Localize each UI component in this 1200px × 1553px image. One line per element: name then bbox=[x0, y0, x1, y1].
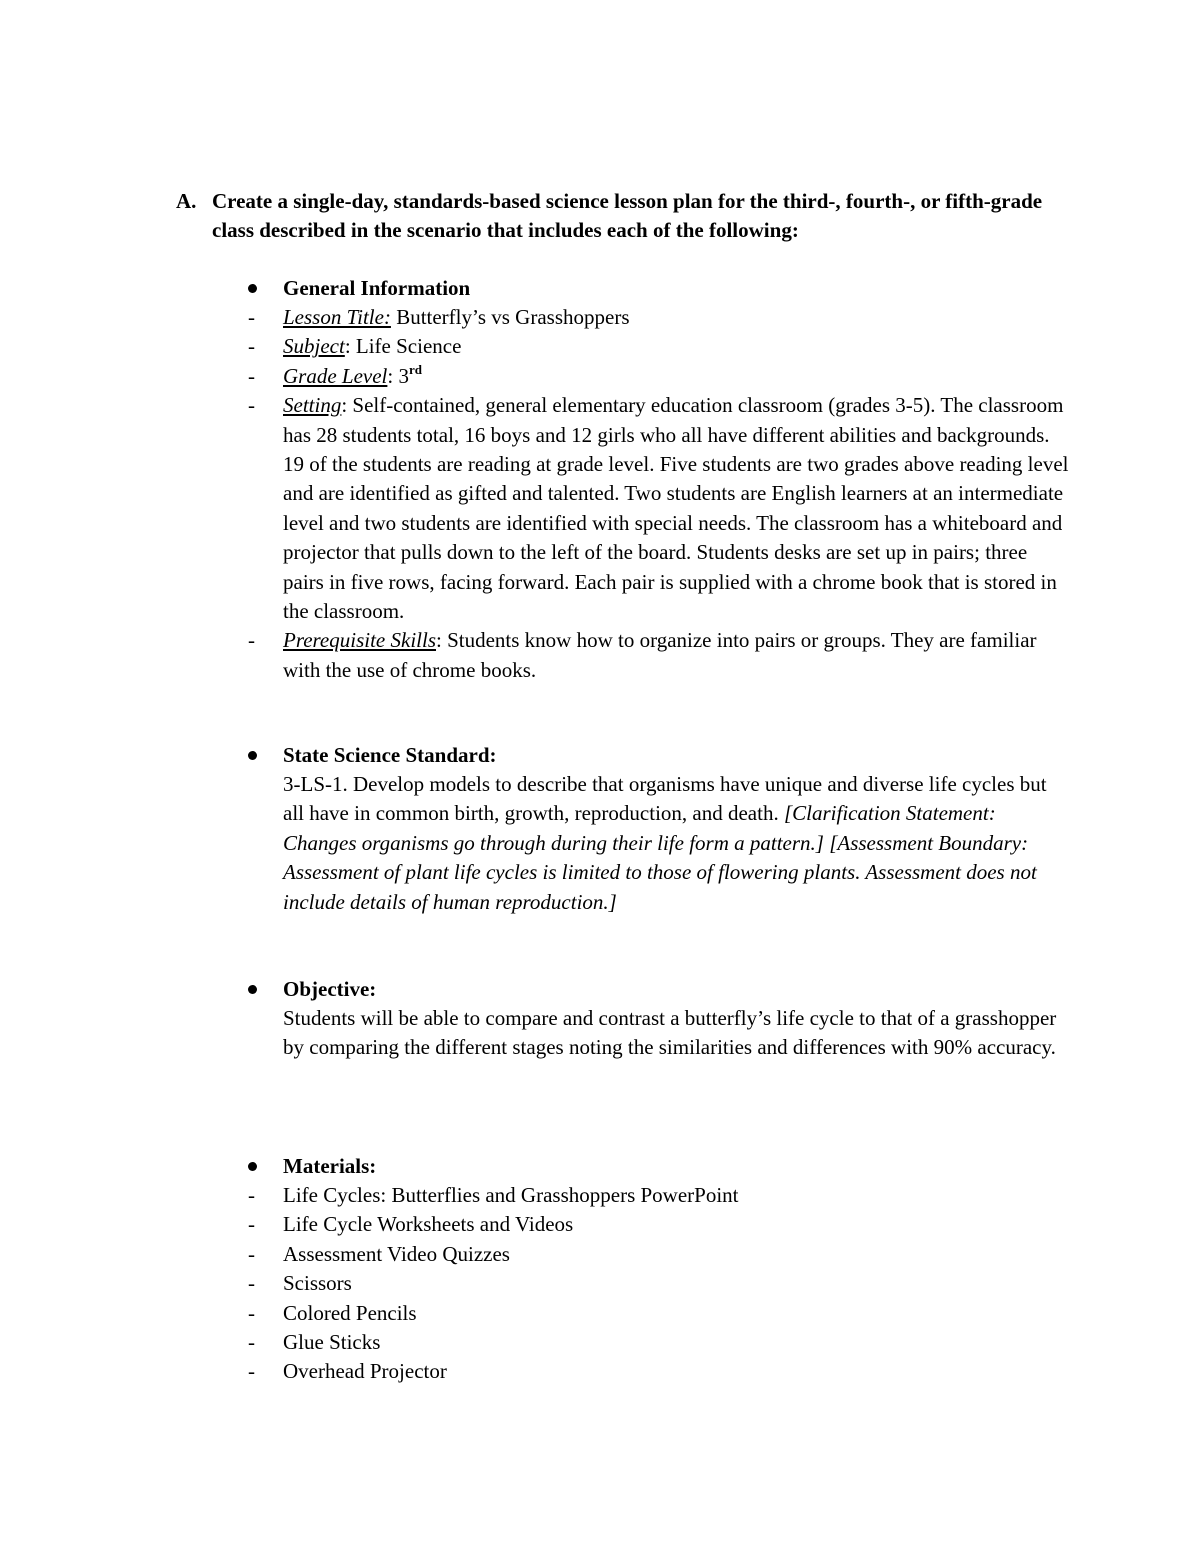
dash-marker: - bbox=[248, 393, 255, 418]
material-item: Life Cycles: Butterflies and Grasshoppers PowerPoint bbox=[283, 1183, 739, 1207]
setting-label: Setting bbox=[283, 393, 342, 418]
list-item bbox=[0, 1210, 1200, 1239]
general-information-section bbox=[0, 274, 1200, 685]
prerequisite-skills-value: : Students know how to organize into pairs or groups. They are familiar with the use of chrome books. bbox=[283, 628, 1037, 682]
dash-marker: - bbox=[248, 1330, 255, 1355]
material-item: Assessment Video Quizzes bbox=[283, 1241, 510, 1266]
general-information-title: General Information bbox=[283, 276, 471, 300]
list-item bbox=[0, 1357, 1200, 1386]
dash-marker: - bbox=[248, 334, 255, 359]
grade-level-suffix: rd bbox=[408, 361, 422, 377]
dash-marker: - bbox=[248, 1183, 255, 1207]
material-item: Life Cycle Worksheets and Videos bbox=[283, 1212, 574, 1237]
objective-title: Objective: bbox=[283, 977, 377, 1001]
prerequisite-skills-item bbox=[0, 626, 1200, 685]
general-information-bullet bbox=[0, 274, 1200, 303]
dash-marker: - bbox=[248, 1241, 255, 1266]
dash-marker: - bbox=[248, 628, 255, 653]
grade-level-label: Grade Level bbox=[283, 363, 388, 388]
state-standard-section bbox=[0, 741, 1200, 917]
standard-statement: 3-LS-1. Develop models to describe that organisms have unique and diverse life cycles but all have in common birth, growth, reproduction, and death. bbox=[283, 772, 1047, 826]
material-item: Glue Sticks bbox=[283, 1330, 381, 1355]
heading-letter: A. bbox=[176, 189, 197, 213]
objective-section bbox=[0, 975, 1200, 1063]
objective-text: Students will be able to compare and contrast a butterfly’s life cycle to that of a grasshopper by comparing the different stages noting the similarities and differences with 90% accuracy. bbox=[283, 1006, 1057, 1060]
bullet-dot-icon bbox=[248, 751, 257, 760]
bullet-dot-icon bbox=[248, 284, 257, 293]
materials-bullet bbox=[0, 1152, 1200, 1181]
subject-value: : Life Science bbox=[344, 334, 462, 359]
state-standard-text bbox=[283, 770, 1063, 917]
subject-label: Subject bbox=[283, 334, 345, 359]
bullet-dot-icon bbox=[248, 1162, 257, 1171]
list-item bbox=[0, 1181, 1200, 1210]
dash-marker: - bbox=[248, 1212, 255, 1237]
grade-level-item bbox=[0, 362, 1200, 391]
dash-marker: - bbox=[248, 1359, 255, 1384]
list-item bbox=[0, 1299, 1200, 1328]
lesson-title-item bbox=[0, 303, 1200, 332]
lesson-title-label: Lesson Title: bbox=[283, 305, 391, 329]
list-item bbox=[0, 1269, 1200, 1298]
material-item: Colored Pencils bbox=[283, 1300, 417, 1325]
state-standard-title: State Science Standard: bbox=[283, 743, 497, 767]
grade-level-value: : 3 bbox=[387, 363, 409, 388]
dash-marker: - bbox=[248, 363, 255, 388]
standard-clarification: [Clarification Statement: Changes organisms go through during their life form a pattern.] [Assessment Boundary: Assessment of plant life cycles is limited to those of flowering plants. Assessment does not include details of human reproduction.] bbox=[283, 801, 1037, 914]
list-item bbox=[0, 1328, 1200, 1357]
lesson-title-value: Butterfly’s vs Grasshoppers bbox=[390, 305, 630, 329]
section-a-heading bbox=[176, 187, 1076, 245]
dash-marker: - bbox=[248, 1300, 255, 1325]
material-item: Scissors bbox=[283, 1271, 352, 1296]
objective-bullet bbox=[0, 975, 1200, 1004]
subject-item bbox=[0, 332, 1200, 361]
list-item bbox=[0, 1240, 1200, 1269]
dash-marker: - bbox=[248, 305, 255, 329]
materials-title: Materials: bbox=[283, 1154, 377, 1178]
material-item: Overhead Projector bbox=[283, 1359, 447, 1384]
dash-marker: - bbox=[248, 1271, 255, 1296]
setting-item bbox=[0, 391, 1200, 626]
materials-section bbox=[0, 1152, 1200, 1387]
heading-text: Create a single-day, standards-based science lesson plan for the third-, fourth-, or fifth-grade class described in the scenario that includes each of the following: bbox=[212, 189, 1043, 242]
prerequisite-skills-label: Prerequisite Skills bbox=[283, 628, 436, 653]
bullet-dot-icon bbox=[248, 985, 257, 994]
setting-value: : Self-contained, general elementary education classroom (grades 3-5). The classroom has 28 students total, 16 boys and 12 girls who all have different abilities and backgrounds. 19 of the students are reading at grade level. Five students are two grades above reading level and are identified as gifted and talented. Two students are English learners at an intermediate level and two students are identified with special needs. The classroom has a whiteboard and projector that pulls down to the left of the board. Students desks are set up in pairs; three pairs in five rows, facing forward. Each pair is supplied with a chrome book that is stored in the classroom. bbox=[283, 393, 1069, 624]
state-standard-bullet bbox=[0, 741, 1200, 770]
